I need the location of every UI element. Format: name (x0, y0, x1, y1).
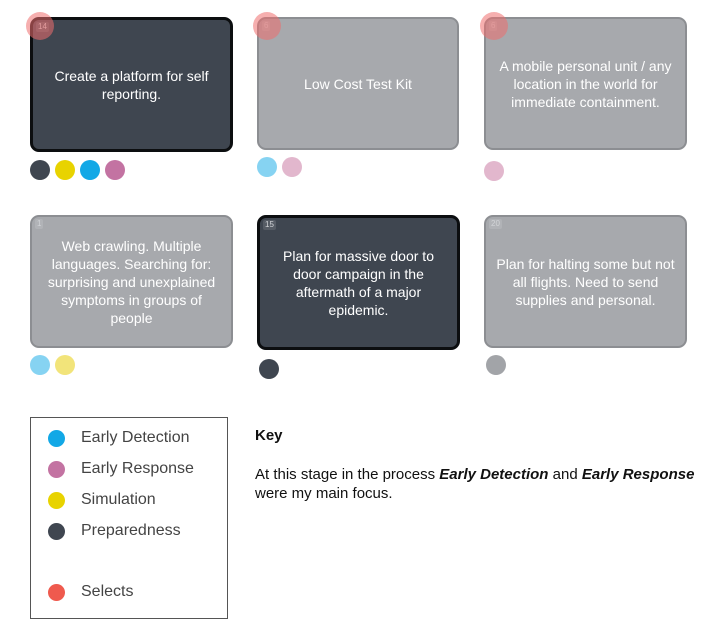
legend-label: Preparedness (81, 522, 181, 539)
card-text: Create a platform for self reporting. (54, 67, 209, 102)
key-desc-prefix: At this stage in the process (255, 466, 440, 483)
card-number: 20 (491, 219, 500, 228)
idea-card[interactable] (257, 17, 459, 150)
selects-marker (26, 12, 54, 40)
legend-box (30, 417, 228, 619)
selects-marker (480, 12, 508, 40)
legend-dot (48, 523, 65, 540)
legend-item-selects (31, 583, 133, 601)
card-text: Web crawling. Multiple languages. Searching for: surprising and unexplained symptoms in groups of people (47, 237, 216, 326)
card-text: Plan for massive door to door campaign in the aftermath of a major epidemic. (283, 247, 434, 318)
category-dot-early-response-faded (282, 157, 302, 177)
category-dot-early-detection-faded (257, 157, 277, 177)
idea-card[interactable] (257, 215, 460, 350)
legend-label: Selects (81, 583, 134, 600)
legend-label: Early Detection (81, 429, 190, 446)
key-desc-emphasis-early-response: Early Response (581, 466, 695, 483)
legend-label: Early Response (81, 460, 194, 477)
key-desc-emphasis-early-detection: Early Detection (439, 466, 549, 483)
legend-dot (48, 492, 65, 509)
category-dot-simulation (55, 160, 75, 180)
legend-dot (48, 461, 65, 478)
category-dot-preparedness-faded (486, 355, 506, 375)
idea-card[interactable] (484, 17, 687, 150)
idea-card[interactable] (484, 215, 687, 348)
card-number: 15 (265, 220, 274, 229)
key-title: Key (255, 427, 283, 444)
category-dot-preparedness (259, 359, 279, 379)
legend-item-simulation (31, 491, 156, 509)
selects-marker (253, 12, 281, 40)
legend-dot (48, 430, 65, 447)
category-dot-early-response (105, 160, 125, 180)
card-text: Low Cost Test Kit (304, 75, 412, 92)
category-dot-preparedness (30, 160, 50, 180)
key-desc-mid: and (548, 466, 582, 483)
category-dot-early-response-faded (484, 161, 504, 181)
category-dot-simulation-faded (55, 355, 75, 375)
category-dot-early-detection (80, 160, 100, 180)
legend-item-preparedness (31, 522, 181, 540)
card-text: Plan for halting some but not all flights. Need to send supplies and personal. (496, 255, 675, 308)
legend-item-early-detection (31, 429, 190, 447)
card-number: 1 (37, 219, 42, 228)
idea-card[interactable] (30, 215, 233, 348)
card-text: A mobile personal unit / any location in the world for immediate containment. (499, 57, 672, 110)
idea-card[interactable] (30, 17, 233, 152)
category-dot-early-detection-faded (30, 355, 50, 375)
legend-item-early-response (31, 460, 194, 478)
legend-dot (48, 584, 65, 601)
key-desc-suffix: were my main focus. (255, 485, 393, 502)
key-description (255, 465, 695, 503)
legend-label: Simulation (81, 491, 156, 508)
